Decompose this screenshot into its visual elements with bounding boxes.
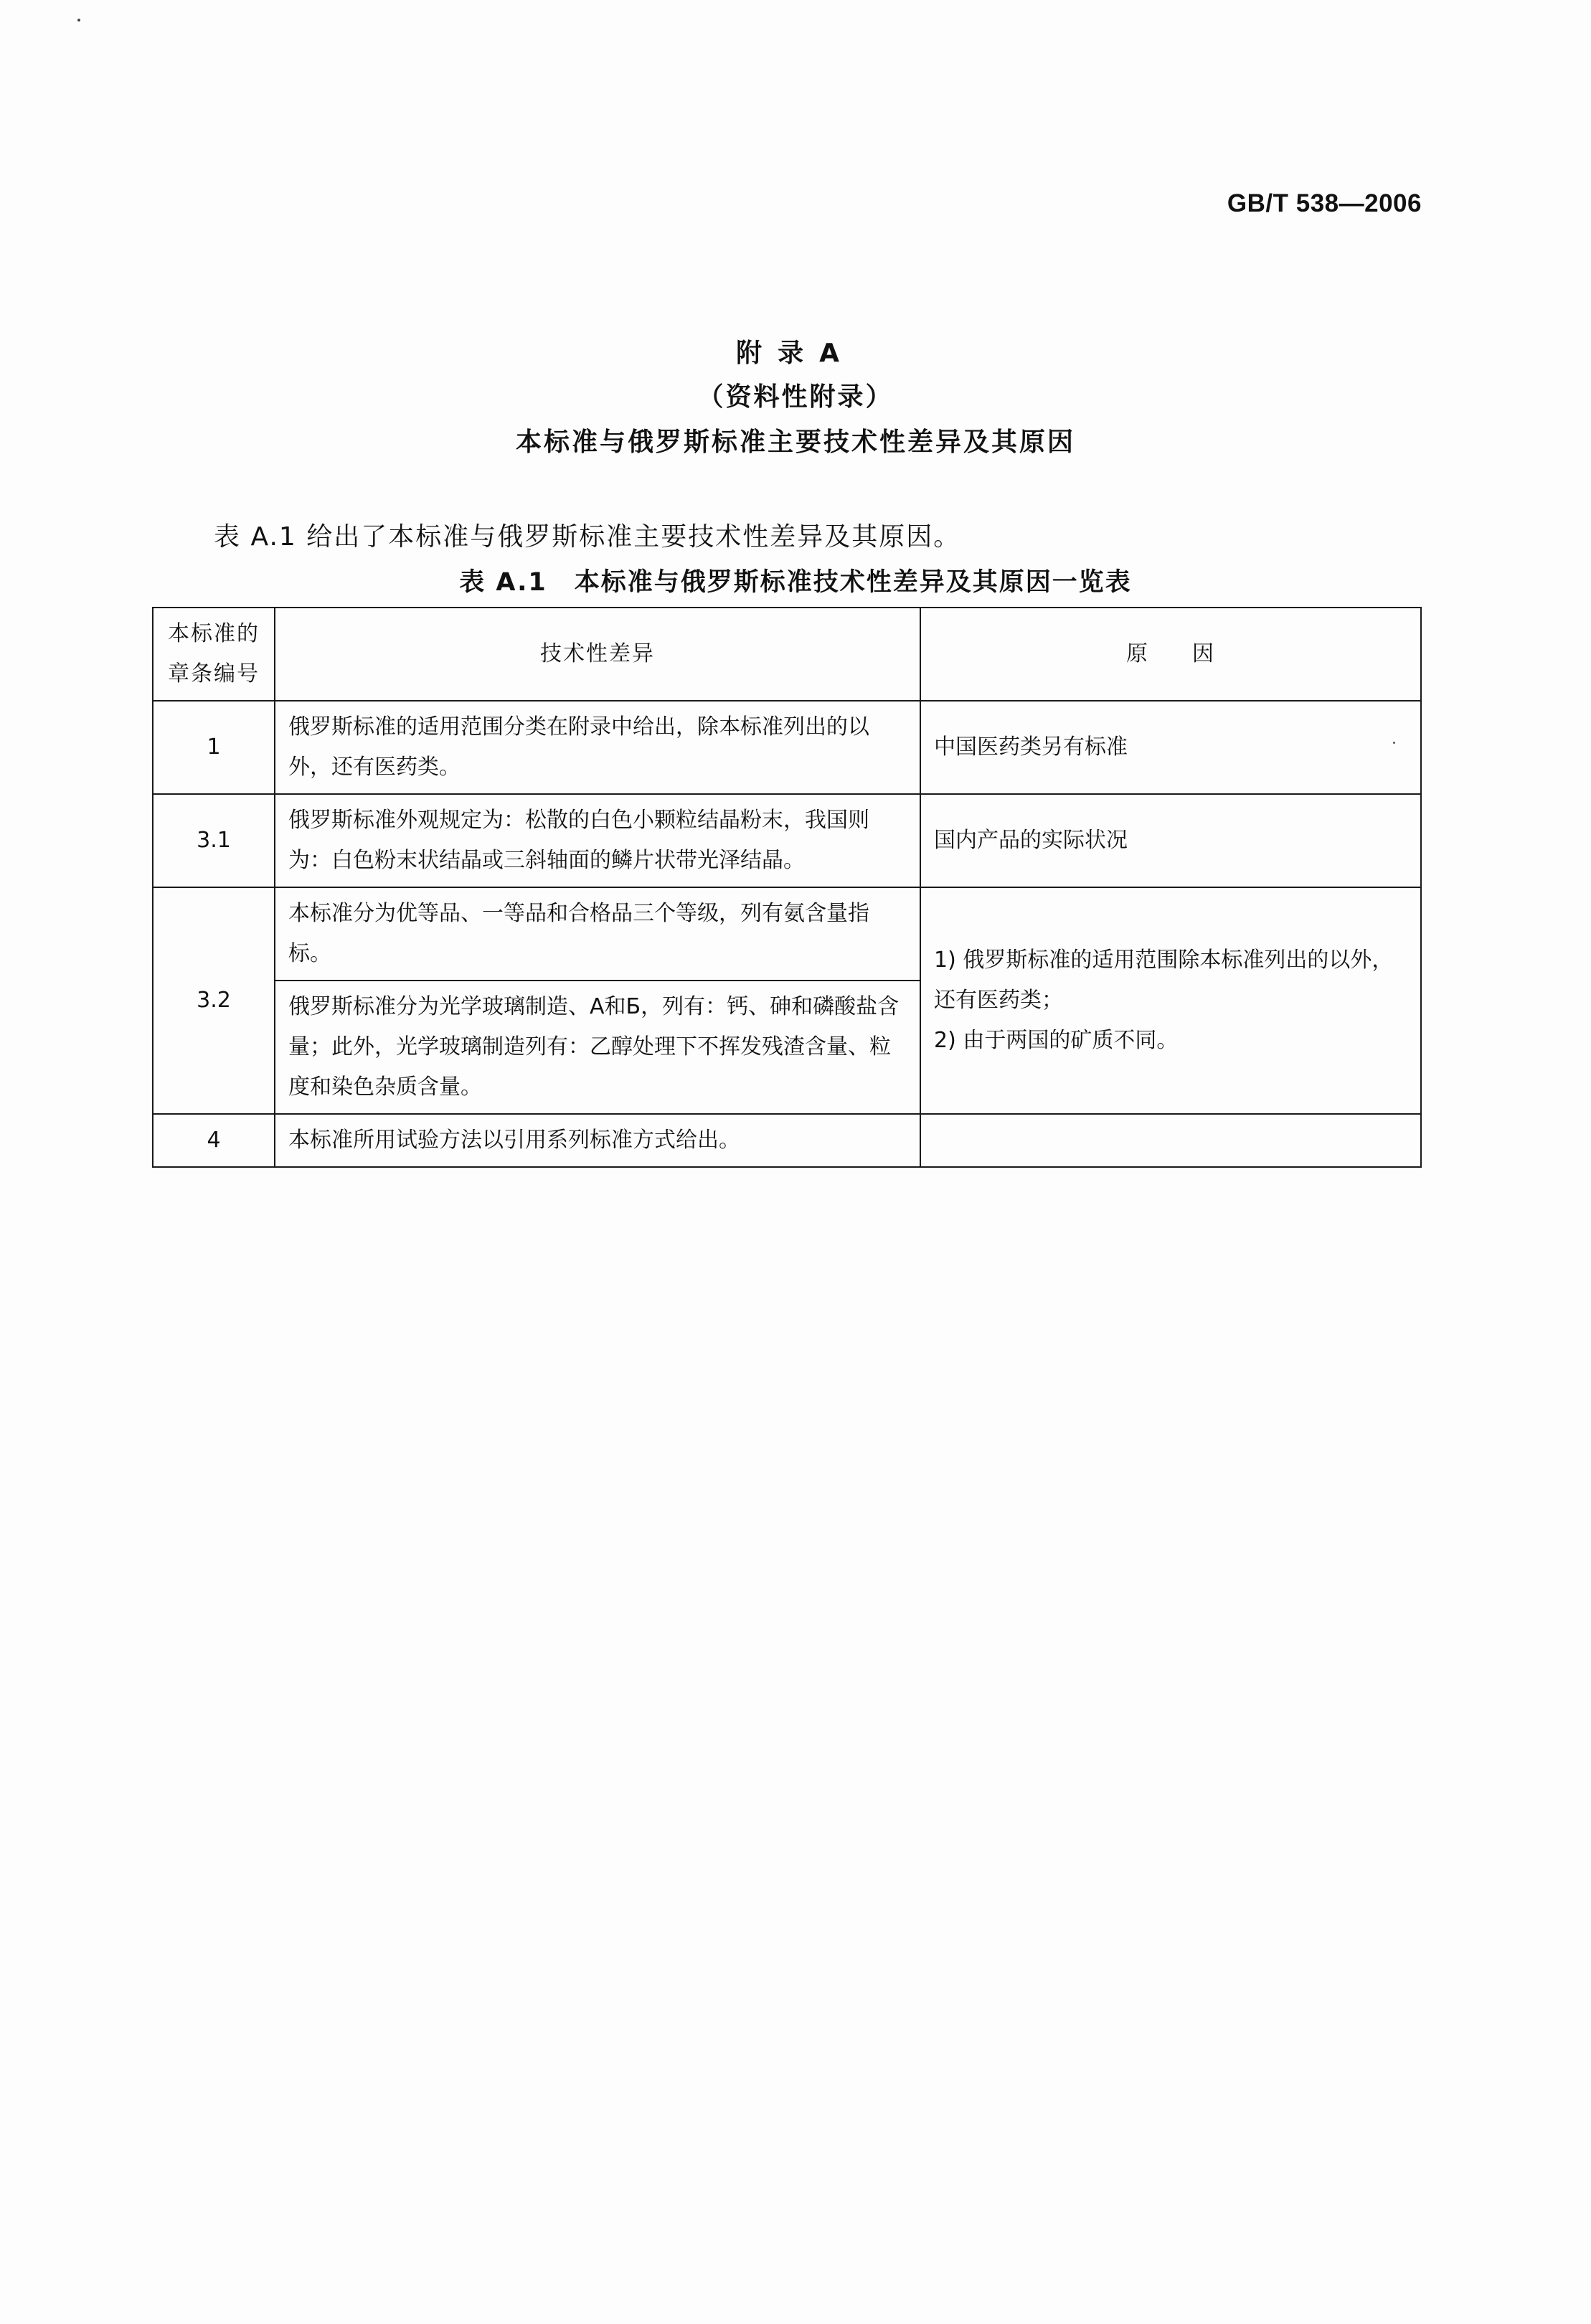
scan-speck [1393, 742, 1395, 744]
header-technical-difference: 技术性差异 [275, 608, 920, 701]
row-clause: 4 [153, 1114, 275, 1167]
row-reason-line2: 2) 由于两国的矿质不同。 [934, 1028, 1179, 1053]
row-reason [920, 1114, 1421, 1167]
row-difference: 俄罗斯标准的适用范围分类在附录中给出，除本标准列出的以外，还有医药类。 [275, 701, 920, 794]
row-reason: 国内产品的实际状况 [920, 794, 1421, 887]
intro-paragraph: 表 A.1 给出了本标准与俄罗斯标准主要技术性差异及其原因。 [214, 522, 961, 552]
table-row [153, 794, 1421, 887]
table-caption-title: 本标准与俄罗斯标准技术性差异及其原因一览表 [574, 568, 1132, 597]
row-difference: 俄罗斯标准外观规定为：松散的白色小颗粒结晶粉末，我国则为：白色粉末状结晶或三斜轴面的鳞片状带光泽结晶。 [275, 794, 920, 887]
table-header-row [153, 608, 1421, 701]
scan-speck [77, 19, 80, 22]
header-reason-part1: 原 [1126, 641, 1149, 666]
row-reason [920, 887, 1421, 1114]
table-caption [0, 562, 1591, 598]
row-reason: 中国医药类另有标准 [920, 701, 1421, 794]
header-reason-part2: 因 [1192, 641, 1215, 666]
header-clause-number [153, 608, 275, 701]
document-code: GB/T 538—2006 [1227, 189, 1422, 217]
table-row [153, 701, 1421, 794]
header-clause-line1: 本标准的 [168, 621, 260, 646]
table-row [153, 1114, 1421, 1167]
differences-table [152, 607, 1422, 1168]
row-clause: 3.2 [153, 887, 275, 1114]
header-reason [920, 608, 1421, 701]
row-clause: 3.1 [153, 794, 275, 887]
row-clause: 1 [153, 701, 275, 794]
appendix-type: （资料性附录） [697, 382, 894, 412]
row-difference: 本标准所用试验方法以引用系列标准方式给出。 [275, 1114, 920, 1167]
header-clause-line2: 章条编号 [168, 661, 260, 686]
appendix-label: 附录A [736, 339, 855, 368]
row-reason-line1: 1) 俄罗斯标准的适用范围除本标准列出的以外，还有医药类； [934, 948, 1394, 1013]
table-row [153, 887, 1421, 981]
appendix-title: 本标准与俄罗斯标准主要技术性差异及其原因 [515, 428, 1075, 457]
row-difference-b: 俄罗斯标准分为光学玻璃制造、A和Б，列有：钙、砷和磷酸盐含量；此外，光学玻璃制造列有：乙醇处理下不挥发残渣含量、粒度和染色杂质含量。 [275, 981, 920, 1114]
row-difference-a: 本标准分为优等品、一等品和合格品三个等级，列有氨含量指标。 [275, 887, 920, 981]
table-caption-number: 表 A.1 [459, 568, 547, 597]
